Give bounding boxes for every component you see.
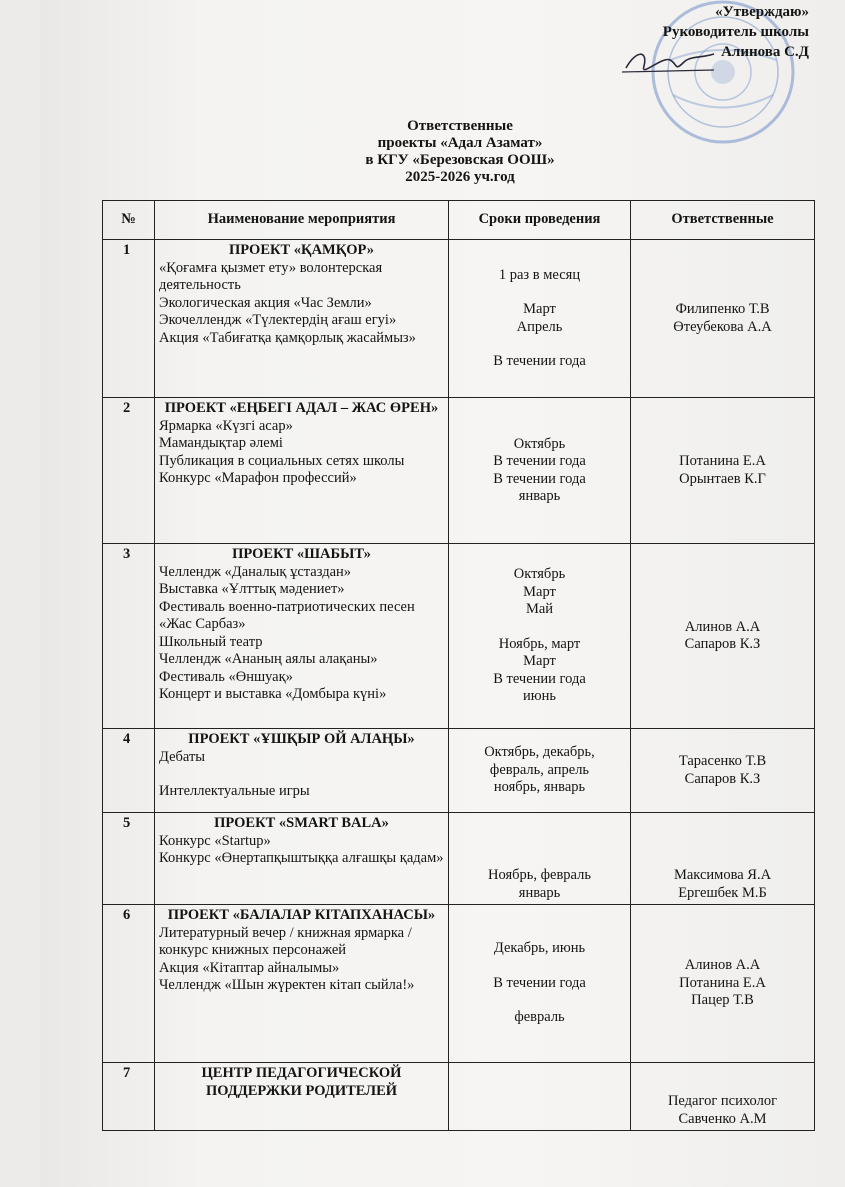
- title-line-2: проекты «Адал Азамат»: [377, 135, 543, 151]
- header-dates: Сроки проведения: [449, 201, 631, 240]
- date-item: Декабрь, июнь: [493, 940, 586, 957]
- event-item: Акция «Кітаптар айналымы»: [159, 959, 340, 976]
- row-responsible: [631, 905, 815, 1063]
- row-responsible: [631, 544, 815, 729]
- project-title: ЦЕНТР ПЕДАГОГИЧЕСКОЙ ПОДДЕРЖКИ РОДИТЕЛЕЙ: [201, 1065, 402, 1099]
- date-spacer: [453, 992, 626, 1009]
- date-item: Октябрь: [513, 435, 566, 452]
- responsible-person: Потанина Е.А: [679, 974, 766, 991]
- approval-heading: «Утверждаю»: [715, 4, 809, 20]
- event-item: Выставка «Ұлттық мәдениет»: [159, 581, 345, 597]
- date-item: Ноябрь, февраль: [488, 867, 591, 883]
- row-number: 3: [103, 544, 155, 729]
- project-title: ПРОЕКТ «ЕҢБЕГІ АДАЛ – ЖАС ӨРЕН»: [164, 400, 439, 416]
- row-number: 6: [103, 905, 155, 1063]
- event-item: Школьный театр: [159, 633, 263, 650]
- row-dates: [449, 1063, 631, 1131]
- event-item: Челлендж «Даналық ұстаздан»: [159, 563, 352, 580]
- responsible-person: Потанина Е.А: [679, 453, 766, 469]
- row-responsible: [631, 729, 815, 813]
- date-item: Апрель: [516, 318, 563, 335]
- row-number: 4: [103, 729, 155, 813]
- responsible-person: Педагог психолог: [667, 1093, 778, 1109]
- event-item: Экочеллендж «Түлектердің ағаш егуі»: [159, 312, 397, 328]
- event-item: Челлендж «Ананың аялы алақаны»: [159, 651, 378, 667]
- project-title: ПРОЕКТ «БАЛАЛАР КІТАПХАНАСЫ»: [167, 907, 436, 923]
- document-title: [300, 118, 620, 186]
- row-events: [155, 905, 449, 1063]
- table-row: [103, 905, 815, 1063]
- title-line-3: в КГУ «Березовская ООШ»: [365, 152, 555, 168]
- event-item: Акция «Табиғатқа қамқорлық жасаймыз»: [159, 329, 416, 346]
- header-number: №: [103, 201, 155, 240]
- responsible-person: Орынтаев К.Г: [679, 470, 766, 487]
- row-dates: [449, 813, 631, 905]
- date-item: январь: [518, 488, 561, 504]
- project-title: ПРОЕКТ «ШАБЫТ»: [232, 546, 371, 562]
- row-number: 1: [103, 240, 155, 398]
- approval-position: Руководитель школы: [662, 24, 809, 40]
- table-row: [103, 398, 815, 544]
- row-responsible: [631, 240, 815, 398]
- date-item: В течении года: [493, 974, 586, 991]
- event-item: Мамандықтар әлемі: [159, 435, 283, 451]
- date-item: Март: [523, 301, 556, 317]
- title-line-1: Ответственные: [407, 118, 513, 134]
- date-item: В течении года: [493, 470, 586, 487]
- date-item: Май: [525, 601, 554, 618]
- project-title: ПРОЕКТ «ҰШҚЫР ОЙ АЛАҢЫ»: [188, 731, 415, 747]
- event-item: Концерт и выставка «Домбыра күні»: [159, 686, 387, 702]
- date-item: Ноябрь, март: [498, 635, 581, 652]
- responsible-person: Өтеубекова А.А: [673, 318, 772, 335]
- event-item: Конкурс «Startup»: [159, 832, 271, 849]
- responsible-person: Максимова Я.А: [673, 867, 772, 883]
- row-dates: [449, 240, 631, 398]
- row-events: [155, 813, 449, 905]
- event-item: Интеллектуальные игры: [159, 783, 310, 799]
- date-item: февраль: [514, 1009, 565, 1026]
- event-item: Ярмарка «Күзгі асар»: [159, 417, 293, 434]
- table-row: [103, 544, 815, 729]
- row-events: [155, 398, 449, 544]
- event-item: Конкурс «Өнертапқыштыққа алғашқы қадам»: [159, 850, 444, 866]
- event-item: «Қоғамға қызмет ету» волонтерская деятельность: [159, 259, 383, 293]
- table-row: [103, 1063, 815, 1131]
- approval-signer: Алинова С.Д: [721, 44, 809, 60]
- row-events: [155, 544, 449, 729]
- row-dates: [449, 544, 631, 729]
- row-responsible: [631, 398, 815, 544]
- event-item: Экологическая акция «Час Земли»: [159, 294, 372, 311]
- row-dates: [449, 729, 631, 813]
- row-events: [155, 240, 449, 398]
- row-events: [155, 729, 449, 813]
- responsible-person: Алинов А.А: [684, 618, 761, 635]
- date-item: В течении года: [493, 670, 586, 687]
- event-item: Конкурс «Марафон профессий»: [159, 470, 357, 486]
- responsible-person: Савченко А.М: [678, 1110, 767, 1127]
- date-item: В течении года: [493, 353, 586, 369]
- responsible-person: Филипенко Т.В: [675, 301, 770, 317]
- responsible-person: Сапаров К.З: [684, 636, 761, 652]
- event-item: Фестиваль военно-патриотических песен «Жас Сарбаз»: [159, 598, 415, 632]
- date-item: июнь: [523, 688, 556, 705]
- responsible-person: Ергешбек М.Б: [678, 884, 767, 901]
- date-item: Март: [523, 583, 556, 600]
- responsible-person: Пацер Т.В: [691, 992, 754, 1009]
- date-item: В течении года: [493, 453, 586, 469]
- date-item: Март: [523, 653, 556, 670]
- date-spacer: [453, 284, 626, 301]
- row-responsible: [631, 1063, 815, 1131]
- project-title: ПРОЕКТ «SMART BALA»: [214, 815, 389, 831]
- row-number: 7: [103, 1063, 155, 1131]
- row-number: 2: [103, 398, 155, 544]
- responsible-person: Тарасенко Т.В: [678, 753, 767, 769]
- header-responsible: Ответственные: [631, 201, 815, 240]
- project-title: ПРОЕКТ «ҚАМҚОР»: [229, 242, 374, 258]
- event-item: Дебаты: [159, 748, 206, 765]
- row-responsible: [631, 813, 815, 905]
- event-item: Фестиваль «Өншуақ»: [159, 668, 293, 685]
- row-dates: [449, 905, 631, 1063]
- date-item: Октябрь, декабрь,: [484, 744, 595, 761]
- responsible-person: Сапаров К.З: [684, 770, 761, 787]
- event-spacer: [159, 766, 444, 783]
- event-item: Публикация в социальных сетях школы: [159, 452, 405, 469]
- date-item: февраль, апрель: [489, 761, 590, 778]
- row-number: 5: [103, 813, 155, 905]
- header-event-name: Наименование мероприятия: [155, 201, 449, 240]
- row-events: [155, 1063, 449, 1131]
- approval-block: [661, 2, 809, 62]
- date-spacer: [453, 958, 626, 975]
- table-row: [103, 240, 815, 398]
- row-dates: [449, 398, 631, 544]
- date-item: январь: [518, 884, 561, 901]
- table-header-row: [103, 201, 815, 240]
- date-item: ноябрь, январь: [493, 779, 586, 796]
- table-row: [103, 813, 815, 905]
- title-line-4: 2025-2026 уч.год: [405, 169, 515, 185]
- events-table: [102, 200, 815, 1131]
- responsible-person: Алинов А.А: [684, 957, 761, 974]
- date-spacer: [453, 619, 626, 636]
- date-item: Октябрь: [513, 566, 566, 583]
- event-item: Челлендж «Шын жүректен кітап сыйла!»: [159, 977, 415, 993]
- date-item: 1 раз в месяц: [498, 266, 581, 283]
- event-item: Литературный вечер / книжная ярмарка / конкурс книжных персонажей: [159, 924, 412, 958]
- date-spacer: [453, 336, 626, 353]
- table-row: [103, 729, 815, 813]
